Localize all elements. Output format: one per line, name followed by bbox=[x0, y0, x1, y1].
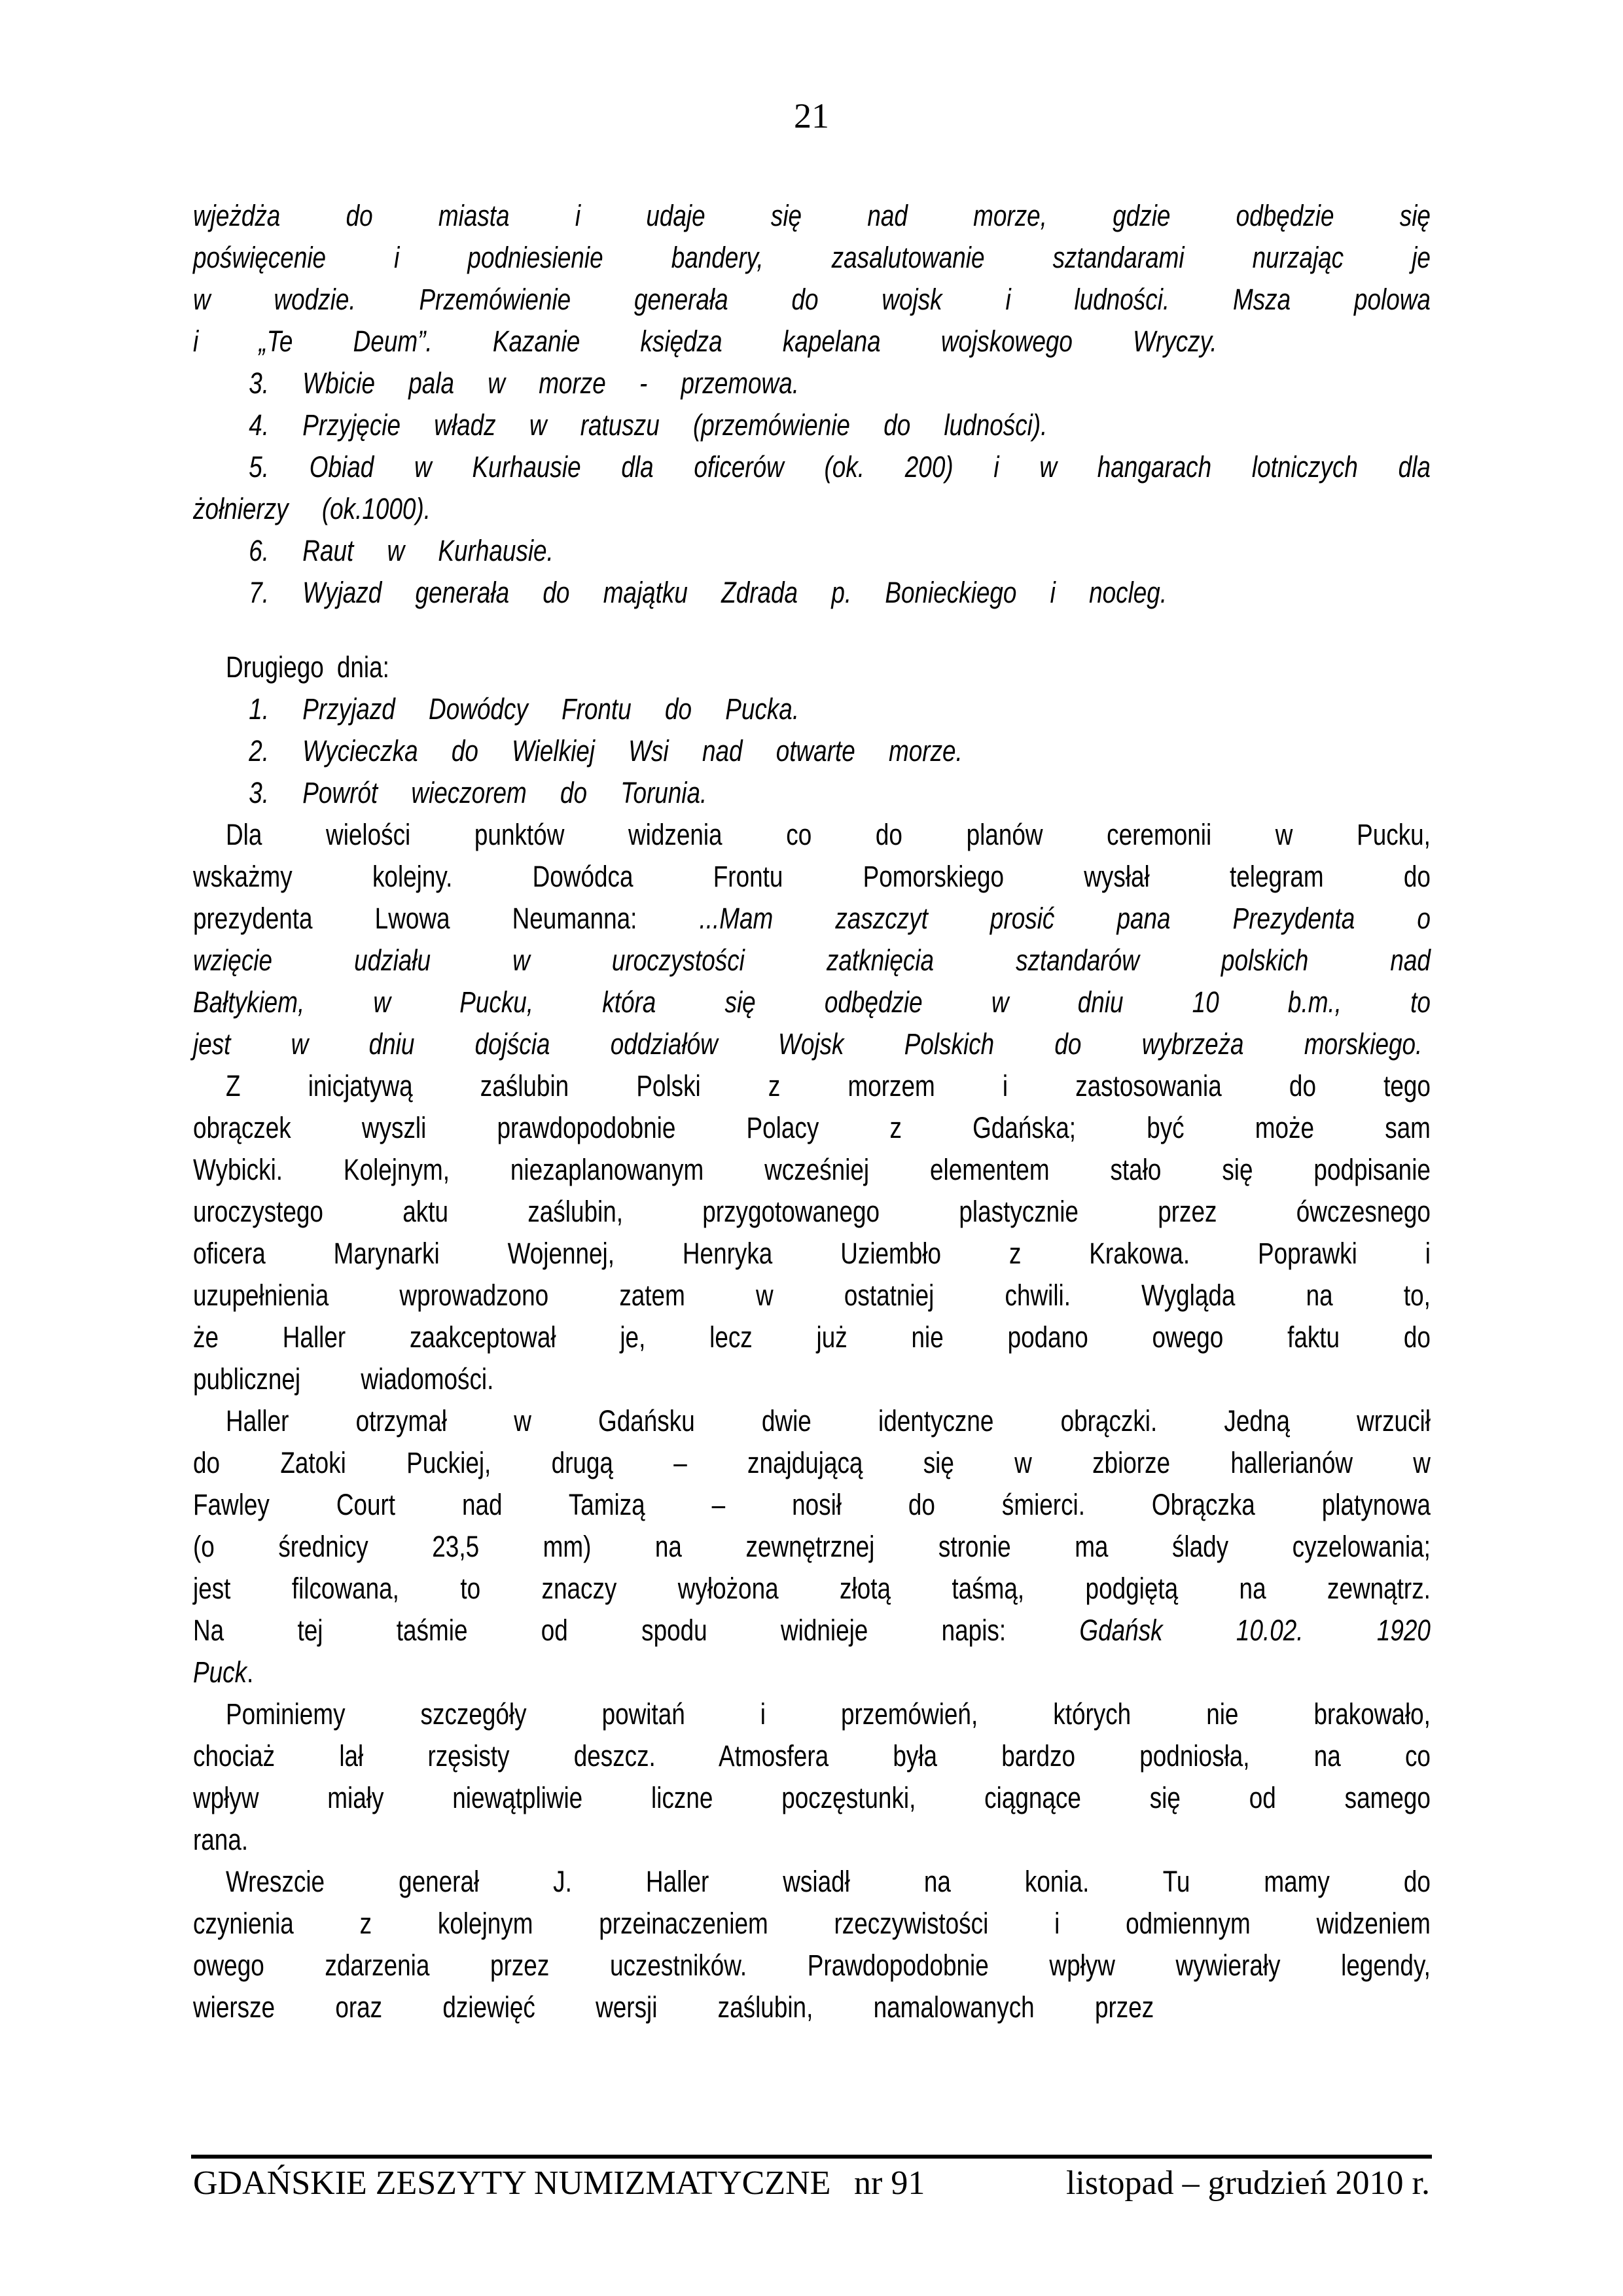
list-item-day1-4: 4. Przyjęcie władz w ratuszu (przemówienie do ludności). bbox=[249, 408, 1048, 442]
issue-date: listopad – grudzień 2010 r. bbox=[1065, 2164, 1430, 2202]
list-item-day1-6: 6. Raut w Kurhausie. bbox=[249, 534, 554, 567]
page-footer bbox=[193, 2163, 1430, 2209]
list-item-day1-3: 3. Wbicie pala w morze - przemowa. bbox=[249, 366, 799, 400]
page-number: 21 bbox=[794, 96, 829, 135]
paragraph-horse: Wreszcie generał J. Haller wsiadł na konia. Tu mamy do czynienia z kolejnym przeinaczeniem rzeczywistości i odmiennym widzeniem owego zdarzenia przez uczestników. Prawdopodobnie wpływ wywierały legendy, wiersze oraz dziewięć wersji zaślubin, namalowanych przez bbox=[193, 1865, 1431, 2024]
paragraph-ceremony-plans-telegram-quote: ...Mam zaszczyt prosić pana Prezydenta o wzięcie udziału w uroczystości zatknięcia sztandarów polskich nad Bałtykiem, w Pucku, która się odbędzie w dniu 10 b.m., to jest w dniu dojścia oddziałów Wojsk Polskich do wybrzeża morskiego. bbox=[193, 902, 1431, 1061]
list-item-day1-5: 5. Obiad w Kurhausie dla oficerów (ok. 200) i w hangarach lotniczych dla żołnierzy (ok.1000). bbox=[193, 450, 1431, 525]
body-text bbox=[193, 195, 1431, 2028]
paragraph-rings-lead: Haller otrzymał w Gdańsku dwie identyczne obrączki. Jedną wrzucił do Zatoki Puckiej, drugą – znajdującą się w zbiorze hallerianów w Fawley Court nad Tamizą – nosił do śmierci. Obrączka platynowa (o średnicy 23,5 mm) na zewnętrznej stronie ma ślady cyzelowania; jest filcowana, to znaczy wyłożona złotą taśmą, podgiętą na zewnątrz. Na tej taśmie od spodu widnieje napis: bbox=[193, 1404, 1431, 1647]
footer-divider bbox=[191, 2155, 1432, 2159]
paragraph-rings-period: . bbox=[247, 1655, 254, 1689]
paragraph-rings-inscription: Gdańsk 10.02. 1920 Puck bbox=[193, 1614, 1431, 1689]
paragraph-initiative: Z inicjatywą zaślubin Polski z morzem i zastosowania do tego obrączek wyszli prawdopodobnie Polacy z Gdańska; być może sam Wybicki. Kolejnym, niezaplanowanym wcześniej elementem stało się podpisanie uroczystego aktu zaślubin, przygotowanego plastycznie przez ówczesnego oficera Marynarki Wojennej, Henryka Uziembło z Krakowa. Poprawki i uzupełnienia wprowadzono zatem w ostatniej chwili. Wygląda na to, że Haller zaakceptował je, lecz już nie podano owego faktu do publicznej wiadomości. bbox=[193, 1069, 1431, 1396]
paragraph-greetings: Pominiemy szczegóły powitań i przemówień, których nie brakowało, chociaż lał rzęsisty deszcz. Atmosfera była bardzo podniosła, na co wpływ miały niewątpliwie liczne poczęstunki, ciągnące się od samego rana. bbox=[193, 1697, 1431, 1856]
list-item-day2-1: 1. Przyjazd Dowódcy Frontu do Pucka. bbox=[249, 692, 800, 726]
issue-number: nr 91 bbox=[854, 2164, 925, 2202]
list-item-day2-2: 2. Wycieczka do Wielkiej Wsi nad otwarte morze. bbox=[249, 734, 963, 768]
second-day-heading: Drugiego dnia: bbox=[226, 650, 389, 684]
paragraph-rings bbox=[193, 1400, 1431, 1693]
list-item-day1-7: 7. Wyjazd generała do majątku Zdrada p. Bonieckiego i nocleg. bbox=[249, 576, 1168, 609]
paragraph-continuation: wjeżdża do miasta i udaje się nad morze, gdzie odbędzie się poświęcenie i podniesienie bandery, zasalutowanie sztandarami nurzając je w wodzie. Przemówienie generała do wojsk i ludności. Msza polowa i „Te Deum”. Kazanie księdza kapelana wojskowego Wryczy. bbox=[193, 199, 1431, 358]
paragraph-ceremony-plans-lead: Dla wielości punktów widzenia co do planów ceremonii w Pucku, wskażmy kolejny. Dowódca Frontu Pomorskiego wysłał telegram do prezydenta Lwowa Neumanna: bbox=[193, 818, 1431, 935]
list-item-day2-3: 3. Powrót wieczorem do Torunia. bbox=[249, 776, 707, 809]
journal-title: GDAŃSKIE ZESZYTY NUMIZMATYCZNE bbox=[193, 2164, 831, 2202]
paragraph-ceremony-plans bbox=[193, 814, 1431, 1065]
